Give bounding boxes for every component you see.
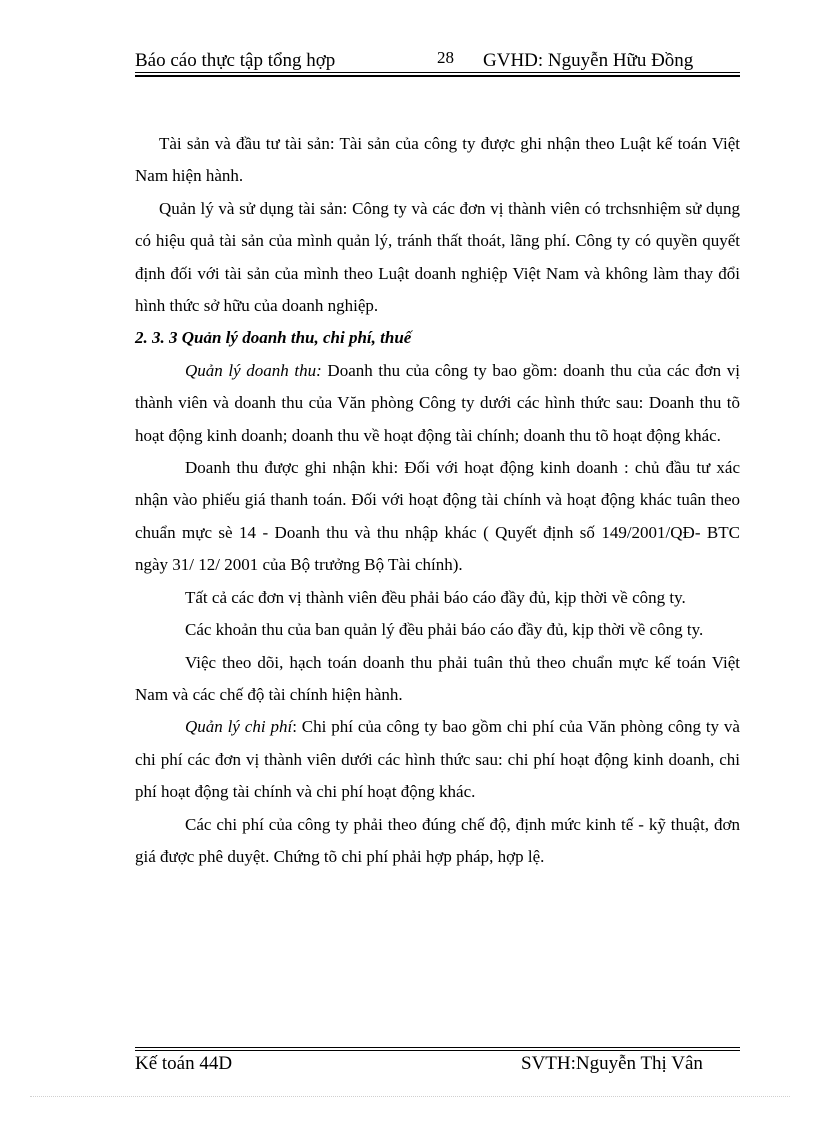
page-number: 28 <box>437 48 454 67</box>
section-heading: 2. 3. 3 Quản lý doanh thu, chi phí, thuế <box>135 328 412 348</box>
footer-student: SVTH:Nguyễn Thị Vân <box>521 1053 703 1074</box>
footer-rule-top <box>135 1047 740 1048</box>
paragraph-assets-management: Quản lý và sử dụng tài sản: Công ty và các đơn vị thành viên có trchsnhiệm sử dụng có hiệu quả tài sản của mình quản lý, tránh thất thoát, lãng phí. Công ty có quyền quyết định đối với tài sản của mình theo Luật doanh nghiệp Việt Nam và không làm thay đổi hình thức sở hữu của doanh nghiệp. <box>135 198 740 316</box>
page-edge-dotted-line <box>30 1096 790 1097</box>
revenue-body: Doanh thu của công ty bao gồm: doanh thu của các đơn vị thành viên và doanh thu của Văn phòng Công ty dưới các hình thức sau: Doanh thu tõ hoạt động kinh doanh; doanh thu về hoạt động tài chính; doanh thu tõ hoạt động khác. <box>135 360 740 445</box>
revenue-lead: Quản lý doanh thu: <box>185 360 322 380</box>
cost-body: : Chi phí của công ty bao gồm chi phí của Văn phòng công ty và chi phí các đơn vị thành viên dưới các hình thức sau: chi phí hoạt động kinh doanh, chi phí hoạt động tài chính và chi phí hoạt động khác. <box>135 717 740 802</box>
page-body <box>135 128 740 873</box>
page-header <box>135 46 740 74</box>
footer-class: Kế toán 44D <box>135 1053 233 1074</box>
header-title: Báo cáo thực tập tổng hợp <box>135 50 336 71</box>
header-advisor: GVHD: Nguyễn Hữu Đồng <box>483 50 694 71</box>
paragraph-revenue-management <box>135 355 740 452</box>
paragraph-revenue-recognition: Doanh thu được ghi nhận khi: Đối với hoạt động kinh doanh : chủ đầu tư xác nhận vào phiếu giá thanh toán. Đối với hoạt động tài chính và hoạt động khác tuân theo chuẩn mực sè 14 - Doanh thu và thu nhập khác ( Quyết định số 149/2001/QĐ- BTC ngày 31/ 12/ 2001 của Bộ trưởng Bộ Tài chính). <box>135 458 740 575</box>
paragraph-assets-investment: Tài sản và đầu tư tài sản: Tài sản của công ty được ghi nhận theo Luật kế toán Việt Nam hiện hành. <box>135 134 740 186</box>
footer-rule-bottom <box>135 1050 740 1051</box>
paragraph-cost-management <box>135 711 740 808</box>
paragraph-board-reporting: Các khoản thu của ban quản lý đều phải báo cáo đầy đủ, kịp thời về công ty. <box>185 620 704 640</box>
cost-lead: Quản lý chi phí <box>185 717 293 737</box>
paragraph-cost-rules: Các chi phí của công ty phải theo đúng chế độ, định mức kinh tế - kỹ thuật, đơn giá được phê duyệt. Chứng tõ chi phí phải hợp pháp, hợp lệ. <box>135 814 740 866</box>
paragraph-member-reporting: Tất cả các đơn vị thành viên đều phải báo cáo đầy đủ, kịp thời về công ty. <box>185 587 686 607</box>
header-rule-thick <box>135 75 740 77</box>
paragraph-revenue-accounting: Việc theo dõi, hạch toán doanh thu phải tuân thủ theo chuẩn mực kế toán Việt Nam và các chế độ tài chính hiện hành. <box>135 652 740 704</box>
header-rule-thin <box>135 72 740 73</box>
